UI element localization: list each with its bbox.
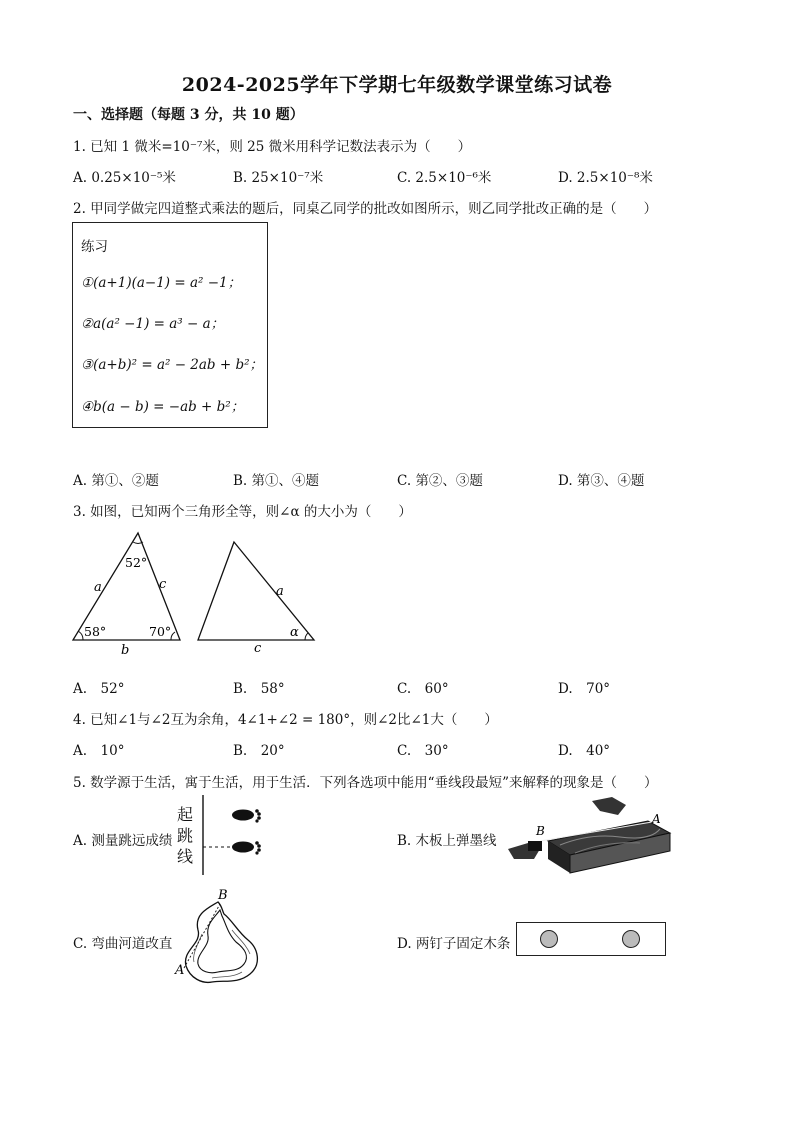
q4-option-b[interactable]: B. 20° (233, 743, 285, 759)
long-jump-figure (198, 793, 278, 877)
river-texture (194, 930, 250, 978)
river-figure (172, 884, 264, 994)
q3-option-d[interactable]: D. 70° (558, 681, 611, 697)
angle-arc-alpha (305, 633, 308, 640)
takeoff-char-1: 起 (176, 805, 193, 824)
label-river-a: A (175, 963, 185, 978)
q5-option-a[interactable]: A. 测量跳远成绩 (73, 833, 173, 849)
q5-option-d[interactable]: D. 两钉子固定木条 (397, 936, 511, 952)
ink-box-icon (528, 841, 542, 851)
q1-option-a[interactable]: A. 0.25×10⁻⁵米 (73, 170, 176, 186)
angle-arc-left (78, 631, 83, 640)
q1-option-b[interactable]: B. 25×10⁻⁷米 (233, 170, 324, 186)
angle-arc-top (133, 542, 143, 543)
nail-icon-right (622, 930, 640, 948)
q2-option-c[interactable]: C. 第②、③题 (397, 473, 483, 489)
q2-option-d[interactable]: D. 第③、④题 (558, 473, 645, 489)
label-side-a: a (94, 580, 102, 595)
takeoff-line-label (176, 804, 194, 867)
q5-option-c[interactable]: C. 弯曲河道改直 (73, 936, 173, 952)
wood-board-figure (500, 793, 672, 879)
q4-option-a[interactable]: A. 10° (73, 743, 125, 759)
practice-line-1: ①(a+1)(a−1) = a² −1； (81, 275, 242, 291)
q3-option-b[interactable]: B. 58° (233, 681, 285, 697)
angle-arc-right (171, 632, 175, 640)
q1-option-c[interactable]: C. 2.5×10⁻⁶米 (397, 170, 492, 186)
practice-line-4: ④b(a − b) = −ab + b²； (81, 399, 245, 415)
q5-option-b[interactable]: B. 木板上弹墨线 (397, 833, 497, 849)
q3-option-a[interactable]: A. 52° (73, 681, 125, 697)
practice-line-3: ③(a+b)² = a² − 2ab + b²； (81, 357, 264, 373)
hand-right-icon (592, 797, 626, 815)
wood-strip (516, 922, 666, 956)
question-5-stem: 5. 数学源于生活，寓于生活，用于生活．下列各选项中能用“垂线段最短”来解释的现象是（ ） (73, 775, 658, 791)
q2-option-b[interactable]: B. 第①、④题 (233, 473, 320, 489)
q3-option-c[interactable]: C. 60° (397, 681, 449, 697)
question-4-stem: 4. 已知∠1与∠2互为余角，4∠1+∠2 = 180°，则∠2比∠1大（ ） (73, 712, 498, 728)
takeoff-char-3: 线 (176, 847, 193, 866)
q4-option-d[interactable]: D. 40° (558, 743, 611, 759)
label-top-angle: 52° (125, 555, 148, 570)
label-side-b: b (121, 643, 130, 658)
river-inner-bank (198, 910, 247, 973)
question-2-stem: 2. 甲同学做完四道整式乘法的题后，同桌乙同学的批改如图所示，则乙同学批改正确的是（ ） (73, 201, 658, 217)
takeoff-char-2: 跳 (176, 826, 193, 845)
question-1-stem: 1. 已知 1 微米=10⁻⁷米，则 25 微米用科学记数法表示为（ ） (73, 139, 472, 155)
label-side-c: c (159, 577, 167, 592)
label-side-a-2: a (276, 584, 284, 599)
congruent-triangles-figure (60, 525, 330, 660)
label-alpha: α (290, 625, 299, 640)
label-point-a: A (652, 812, 661, 826)
q4-option-c[interactable]: C. 30° (397, 743, 449, 759)
section-heading: 一、选择题（每题 3 分，共 10 题） (73, 107, 304, 123)
label-side-c-2: c (254, 641, 262, 656)
q1-option-d[interactable]: D. 2.5×10⁻⁸米 (558, 170, 653, 186)
footprint-icon-bottom (232, 841, 261, 854)
label-left-angle: 58° (84, 624, 107, 639)
page-title: 2024-2025学年下学期七年级数学课堂练习试卷 (181, 74, 613, 96)
practice-line-2: ②a(a² −1) = a³ − a； (81, 316, 225, 332)
practice-box (72, 222, 268, 428)
label-right-angle: 70° (149, 624, 172, 639)
nail-icon-left (540, 930, 558, 948)
label-point-b: B (536, 824, 545, 838)
q2-option-a[interactable]: A. 第①、②题 (73, 473, 159, 489)
label-river-b: B (218, 888, 228, 903)
question-3-stem: 3. 如图，已知两个三角形全等，则∠α 的大小为（ ） (73, 504, 412, 520)
practice-box-title: 练习 (81, 239, 108, 255)
footprint-icon-top (232, 809, 261, 822)
